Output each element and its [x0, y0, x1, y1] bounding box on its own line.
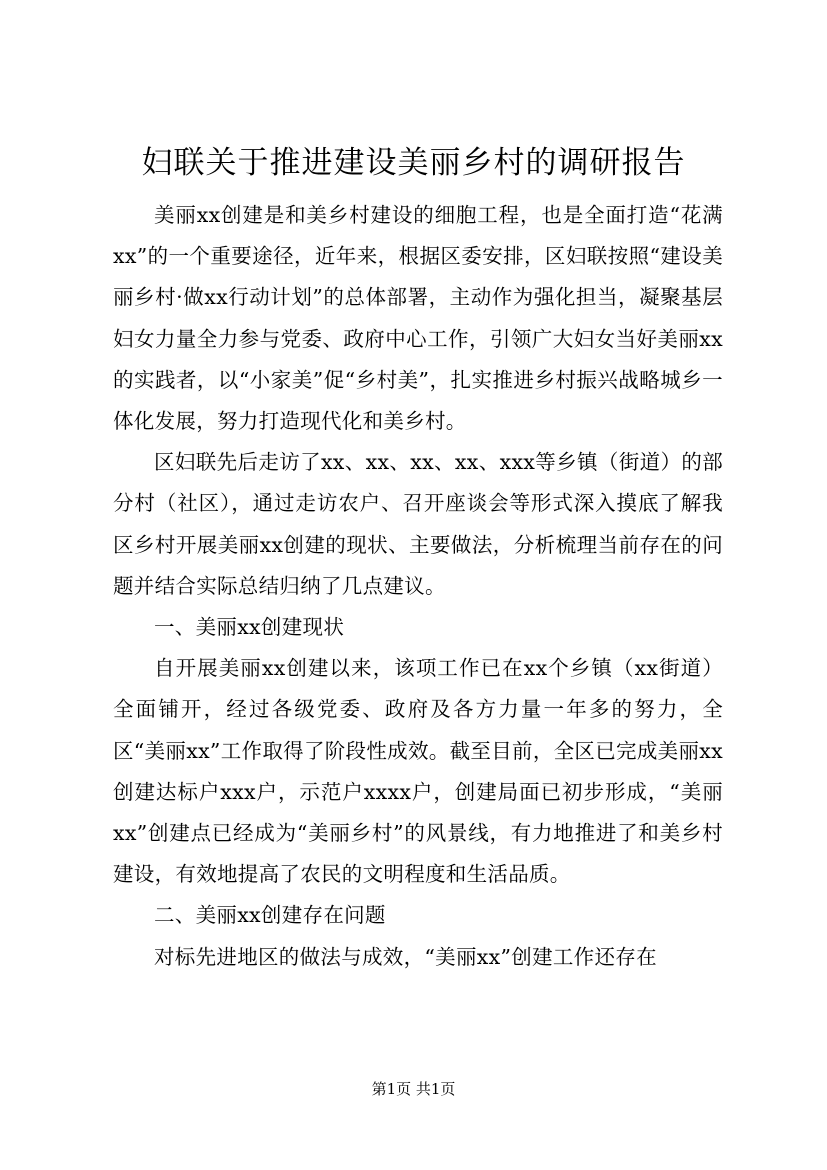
section-heading-problems: 二、美丽xx创建存在问题	[154, 903, 386, 928]
paragraph-status: 自开展美丽xx创建以来，该项工作已在xx个乡镇（xx街道）全面铺开，经过各级党委、政府及各方力量一年多的努力，全区“美丽xx”工作取得了阶段性成效。截至目前，全区已完成美丽xx创建达标户xxx户，示范户xxxx户，创建局面已初步形成，“美丽xx”创建点已经成为“美丽乡村”的风景线，有力地推进了和美乡村建设，有效地提高了农民的文明程度和生活品质。	[113, 656, 723, 887]
document-title: 妇联关于推进建设美丽乡村的调研报告	[141, 145, 686, 181]
section-heading-status: 一、美丽xx创建现状	[154, 615, 345, 640]
paragraph-survey: 区妇联先后走访了xx、xx、xx、xx、xxx等乡镇（街道）的部分村（社区），通过走访农户、召开座谈会等形式深入摸底了解我区乡村开展美丽xx创建的现状、主要做法，分析梳理当前存在的问题并结合实际总结归纳了几点建议。	[113, 450, 723, 598]
page-footer: 第1页 共1页	[371, 1080, 456, 1098]
document-body	[113, 195, 723, 978]
paragraph-intro: 美丽xx创建是和美乡村建设的细胞工程，也是全面打造“花满xx”的一个重要途径，近年来，根据区委安排，区妇联按照“建设美丽乡村·做xx行动计划”的总体部署，主动作为强化担当，凝聚基层妇女力量全力参与党委、政府中心工作，引领广大妇女当好美丽xx的实践者，以“小家美”促“乡村美”，扎实推进乡村振兴战略城乡一体化发展，努力打造现代化和美乡村。	[113, 203, 723, 434]
paragraph-problems: 对标先进地区的做法与成效，“美丽xx”创建工作还存在	[154, 944, 657, 969]
